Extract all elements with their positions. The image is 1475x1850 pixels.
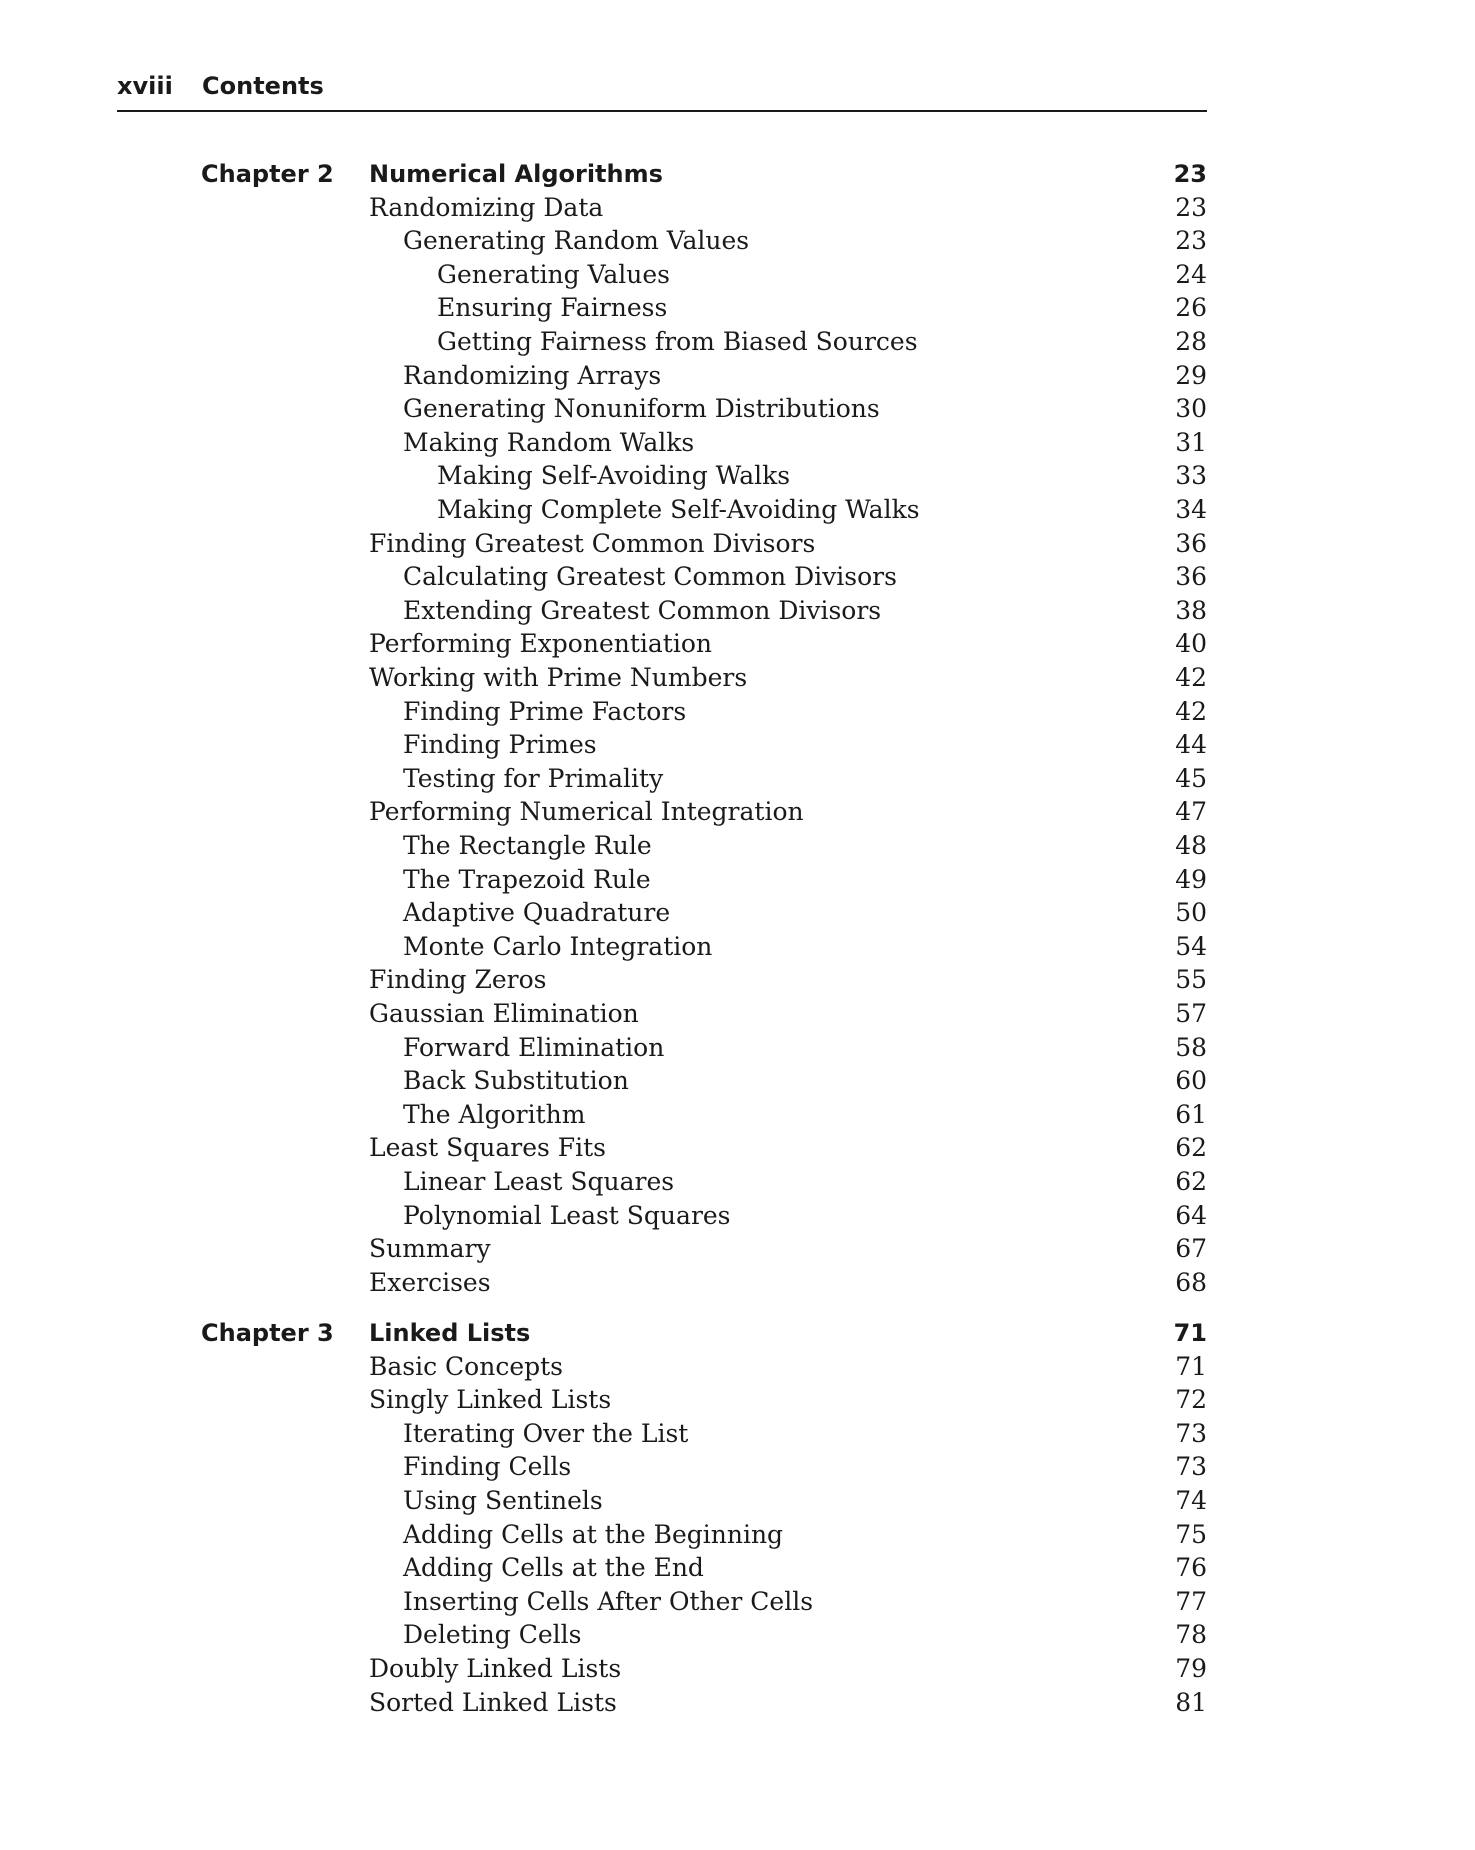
toc-entry-title: The Algorithm xyxy=(403,1099,586,1129)
toc-entry-title: Iterating Over the List xyxy=(403,1418,689,1448)
toc-entry-page-number: 76 xyxy=(1175,1553,1207,1583)
toc-entry-page-number: 26 xyxy=(1175,293,1207,323)
toc-entry-page-number: 42 xyxy=(1175,696,1207,726)
toc-entry-title: Basic Concepts xyxy=(369,1351,564,1381)
toc-entry[interactable] xyxy=(403,1064,1207,1098)
running-header xyxy=(117,72,1207,112)
toc-entry-page-number: 74 xyxy=(1175,1486,1207,1515)
toc-entry[interactable] xyxy=(369,661,1207,695)
toc-entry[interactable] xyxy=(369,527,1207,561)
toc-entry-page-number: 81 xyxy=(1175,1687,1207,1717)
chapter-label: Chapter 3 xyxy=(201,1319,334,1347)
toc-entry-page-number: 75 xyxy=(1175,1519,1207,1549)
toc-entry-page-number: 23 xyxy=(1175,192,1207,222)
toc-entry[interactable] xyxy=(437,493,1207,527)
toc-entry-title: Linear Least Squares xyxy=(403,1167,675,1196)
toc-entry-title: Adaptive Quadrature xyxy=(403,898,671,928)
toc-entry-page-number: 57 xyxy=(1175,999,1207,1028)
toc-entry-page-number: 38 xyxy=(1175,595,1207,625)
toc-entry-page-number: 28 xyxy=(1175,327,1207,356)
toc-entry[interactable] xyxy=(403,1199,1207,1233)
toc-entry-page-number: 36 xyxy=(1175,528,1207,558)
toc-entry-title: Testing for Primality xyxy=(403,763,664,793)
toc-entry[interactable] xyxy=(369,1266,1207,1300)
toc-entry-page-number: 73 xyxy=(1175,1452,1207,1482)
toc-entry-title: Getting Fairness from Biased Sources xyxy=(437,327,918,356)
toc-entry-title: Making Random Walks xyxy=(403,427,695,457)
page-number: xviii xyxy=(117,72,173,100)
toc-chapter-title-row[interactable] xyxy=(369,157,1207,191)
toc-entry[interactable] xyxy=(403,762,1207,796)
toc-entry-page-number: 36 xyxy=(1175,562,1207,592)
toc-entry-title: Finding Primes xyxy=(403,730,597,760)
toc-entry[interactable] xyxy=(403,728,1207,762)
toc-entry-title: The Rectangle Rule xyxy=(403,831,652,860)
toc-entry[interactable] xyxy=(369,795,1207,829)
toc-entry-title: Finding Prime Factors xyxy=(403,696,687,726)
toc-entry-page-number: 45 xyxy=(1175,763,1207,793)
toc-entry-page-number: 58 xyxy=(1175,1032,1207,1062)
chapter-page-number: 23 xyxy=(1173,160,1207,188)
toc-entry-title: Working with Prime Numbers xyxy=(369,663,748,692)
toc-entry-title: Making Self-Avoiding Walks xyxy=(437,461,791,491)
toc-entry-page-number: 24 xyxy=(1175,259,1207,289)
toc-entry[interactable] xyxy=(437,258,1207,292)
toc-entry-title: Calculating Greatest Common Divisors xyxy=(403,562,897,592)
toc-entry-title: The Trapezoid Rule xyxy=(403,864,651,894)
toc-entry-page-number: 50 xyxy=(1175,898,1207,928)
toc-entry-title: Finding Zeros xyxy=(369,965,547,995)
toc-entry[interactable] xyxy=(403,560,1207,594)
toc-entry[interactable] xyxy=(403,359,1207,393)
toc-chapter xyxy=(0,157,1475,1299)
toc-entry-title: Back Substitution xyxy=(403,1066,629,1096)
toc-entry[interactable] xyxy=(403,930,1207,964)
toc-entry-page-number: 34 xyxy=(1175,495,1207,524)
toc-entry[interactable] xyxy=(403,1618,1207,1652)
toc-entry-page-number: 73 xyxy=(1175,1418,1207,1448)
toc-entry-page-number: 47 xyxy=(1175,797,1207,827)
toc-entry-title: Performing Numerical Integration xyxy=(369,797,804,827)
toc-entry-title: Using Sentinels xyxy=(403,1486,603,1515)
toc-entry-title: Generating Values xyxy=(437,259,670,289)
toc-entry[interactable] xyxy=(403,829,1207,863)
toc-entry[interactable] xyxy=(403,1450,1207,1484)
toc-entry-title: Adding Cells at the Beginning xyxy=(403,1519,784,1549)
toc-entry-title: Finding Cells xyxy=(403,1452,572,1482)
toc-entry-title: Ensuring Fairness xyxy=(437,293,668,323)
toc-entry[interactable] xyxy=(403,1484,1207,1518)
toc-entry[interactable] xyxy=(403,1098,1207,1132)
toc-entry[interactable] xyxy=(369,1232,1207,1266)
toc-entry-page-number: 60 xyxy=(1175,1066,1207,1096)
toc-entry[interactable] xyxy=(369,997,1207,1031)
toc-entry[interactable] xyxy=(369,191,1207,225)
toc-entry-title: Randomizing Arrays xyxy=(403,360,662,390)
toc-entry[interactable] xyxy=(369,963,1207,997)
chapter-label: Chapter 2 xyxy=(201,160,334,188)
toc-entry-page-number: 29 xyxy=(1175,360,1207,390)
toc-entry[interactable] xyxy=(403,1585,1207,1619)
toc-entry-page-number: 42 xyxy=(1175,663,1207,692)
chapter-page-number: 71 xyxy=(1173,1319,1207,1347)
toc-entry-title: Adding Cells at the End xyxy=(403,1553,704,1583)
toc-entry-page-number: 49 xyxy=(1175,864,1207,894)
toc-entry-title: Extending Greatest Common Divisors xyxy=(403,595,882,625)
toc-entry-title: Performing Exponentiation xyxy=(369,629,712,659)
toc-entry-title: Generating Random Values xyxy=(403,226,750,256)
toc-entry-page-number: 62 xyxy=(1175,1133,1207,1163)
toc-entry[interactable] xyxy=(369,1383,1207,1417)
toc-entry-page-number: 23 xyxy=(1175,226,1207,256)
toc-entry-page-number: 62 xyxy=(1175,1167,1207,1196)
toc-entry-page-number: 48 xyxy=(1175,831,1207,860)
toc-entry[interactable] xyxy=(403,594,1207,628)
toc-entry-title: Polynomial Least Squares xyxy=(403,1200,731,1230)
toc-entry[interactable] xyxy=(403,896,1207,930)
toc-entry[interactable] xyxy=(437,325,1207,359)
toc-entry-title: Least Squares Fits xyxy=(369,1133,606,1163)
toc-entry-title: Gaussian Elimination xyxy=(369,999,639,1028)
toc-entry-title: Making Complete Self-Avoiding Walks xyxy=(437,495,920,524)
toc-entry-title: Summary xyxy=(369,1234,491,1264)
chapter-title: Numerical Algorithms xyxy=(369,160,663,188)
toc-entry-title: Inserting Cells After Other Cells xyxy=(403,1586,814,1616)
toc-entry-page-number: 79 xyxy=(1175,1654,1207,1683)
toc-entry-title: Sorted Linked Lists xyxy=(369,1687,617,1717)
toc-entry-page-number: 67 xyxy=(1175,1234,1207,1264)
toc-entry-title: Singly Linked Lists xyxy=(369,1385,612,1415)
toc-entry-page-number: 40 xyxy=(1175,629,1207,659)
toc-entry[interactable] xyxy=(403,392,1207,426)
toc-entry-page-number: 30 xyxy=(1175,394,1207,424)
toc-entry-page-number: 72 xyxy=(1175,1385,1207,1415)
toc-entry[interactable] xyxy=(369,1350,1207,1384)
toc-entry[interactable] xyxy=(369,1686,1207,1720)
running-title: Contents xyxy=(202,72,324,100)
toc-entry-page-number: 77 xyxy=(1175,1586,1207,1616)
toc-entry[interactable] xyxy=(437,291,1207,325)
toc-entry-title: Doubly Linked Lists xyxy=(369,1654,622,1683)
toc-entry[interactable] xyxy=(403,224,1207,258)
toc-entry-page-number: 61 xyxy=(1175,1099,1207,1129)
toc-entry-page-number: 64 xyxy=(1175,1200,1207,1230)
toc-entry-title: Deleting Cells xyxy=(403,1620,582,1650)
toc-entry-page-number: 31 xyxy=(1175,427,1207,457)
toc-entry[interactable] xyxy=(437,459,1207,493)
toc-entry-title: Forward Elimination xyxy=(403,1032,665,1062)
toc-entry[interactable] xyxy=(403,1551,1207,1585)
toc-entry[interactable] xyxy=(403,1417,1207,1451)
chapter-title: Linked Lists xyxy=(369,1319,531,1347)
toc-entry-page-number: 55 xyxy=(1175,965,1207,995)
toc-entry-page-number: 71 xyxy=(1175,1351,1207,1381)
toc-entry[interactable] xyxy=(369,1652,1207,1686)
toc-entry-page-number: 68 xyxy=(1175,1267,1207,1297)
toc-entry-page-number: 33 xyxy=(1175,461,1207,491)
toc-entry[interactable] xyxy=(403,426,1207,460)
toc-entry[interactable] xyxy=(403,863,1207,897)
toc-entry[interactable] xyxy=(403,1165,1207,1199)
toc-entry-title: Finding Greatest Common Divisors xyxy=(369,528,816,558)
toc-entry[interactable] xyxy=(403,1031,1207,1065)
toc-entry[interactable] xyxy=(369,1131,1207,1165)
toc-entry[interactable] xyxy=(403,695,1207,729)
toc-entry[interactable] xyxy=(403,1518,1207,1552)
toc-entry[interactable] xyxy=(369,627,1207,661)
toc-entry-title: Randomizing Data xyxy=(369,192,604,222)
toc-entry-page-number: 44 xyxy=(1175,730,1207,760)
toc-entry-title: Monte Carlo Integration xyxy=(403,931,713,961)
toc-entry-page-number: 78 xyxy=(1175,1620,1207,1650)
toc-chapter xyxy=(0,1316,1475,1719)
toc-entry-page-number: 54 xyxy=(1175,931,1207,961)
toc-entry-title: Generating Nonuniform Distributions xyxy=(403,394,880,424)
toc-chapter-title-row[interactable] xyxy=(369,1316,1207,1350)
toc-entry-title: Exercises xyxy=(369,1267,491,1297)
